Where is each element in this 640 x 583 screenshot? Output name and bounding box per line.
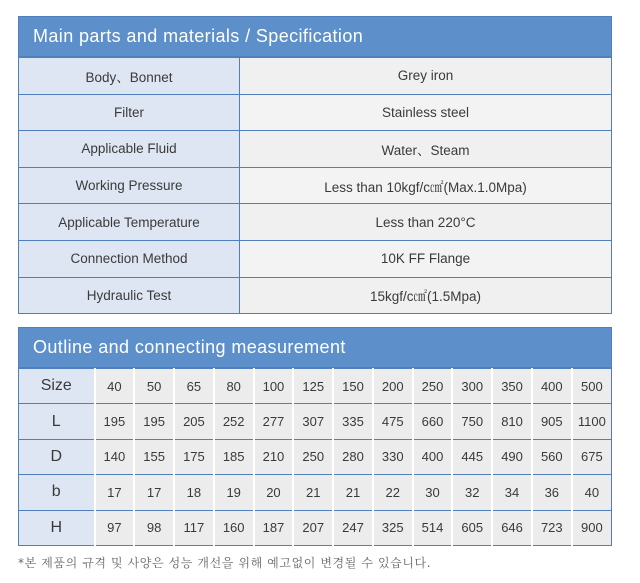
spec-value: 15kgf/c㎠(1.5Mpa) (240, 277, 612, 314)
outline-table (18, 368, 612, 546)
outline-cell: 200 (373, 369, 413, 404)
outline-cell: 65 (174, 369, 214, 404)
outline-cell: 125 (293, 369, 333, 404)
outline-cell: 80 (214, 369, 254, 404)
outline-cell: 50 (134, 369, 174, 404)
outline-cell: 207 (293, 510, 333, 545)
outline-cell: 140 (95, 439, 135, 474)
spec-row (19, 131, 612, 168)
spec-row (19, 58, 612, 95)
outline-cell: 475 (373, 404, 413, 439)
spec-value: Stainless steel (240, 94, 612, 131)
spec-row (19, 94, 612, 131)
outline-cell: 155 (134, 439, 174, 474)
outline-cell: 100 (254, 369, 294, 404)
outline-cell: 490 (492, 439, 532, 474)
outline-cell: 277 (254, 404, 294, 439)
outline-cell: 195 (95, 404, 135, 439)
outline-cell: 660 (413, 404, 453, 439)
outline-cell: 195 (134, 404, 174, 439)
outline-cell: 905 (532, 404, 572, 439)
outline-cell: 605 (452, 510, 492, 545)
outline-cell: 20 (254, 475, 294, 510)
outline-cell: 21 (333, 475, 373, 510)
spec-label: Filter (19, 94, 240, 131)
outline-cell: 335 (333, 404, 373, 439)
outline-cell: 247 (333, 510, 373, 545)
spec-row (19, 167, 612, 204)
outline-cell: 17 (95, 475, 135, 510)
outline-cell: 32 (452, 475, 492, 510)
spec-value: Grey iron (240, 58, 612, 95)
outline-cell: 1100 (572, 404, 612, 439)
outline-cell: 330 (373, 439, 413, 474)
outline-cell: 325 (373, 510, 413, 545)
outline-cell: 900 (572, 510, 612, 545)
outline-cell: 250 (413, 369, 453, 404)
outline-cell: 17 (134, 475, 174, 510)
disclaimer-note: *본 제품의 규격 및 사양은 성능 개선을 위해 예고없이 변경될 수 있습니다. (18, 556, 432, 570)
outline-cell: 500 (572, 369, 612, 404)
outline-panel (18, 327, 612, 546)
spec-value: Less than 10kgf/c㎠(Max.1.0Mpa) (240, 167, 612, 204)
spec-label: Hydraulic Test (19, 277, 240, 314)
outline-cell: 185 (214, 439, 254, 474)
outline-cell: 400 (532, 369, 572, 404)
outline-cell: 40 (572, 475, 612, 510)
outline-row (19, 439, 612, 474)
outline-row-header: D (19, 439, 95, 474)
outline-row-header: H (19, 510, 95, 545)
outline-cell: 400 (413, 439, 453, 474)
outline-cell: 97 (95, 510, 135, 545)
outline-row (19, 510, 612, 545)
spec-value: 10K FF Flange (240, 240, 612, 277)
spec-panel (18, 16, 612, 314)
outline-cell: 187 (254, 510, 294, 545)
outline-cell: 252 (214, 404, 254, 439)
spec-label: Connection Method (19, 240, 240, 277)
outline-row (19, 475, 612, 510)
outline-cell: 34 (492, 475, 532, 510)
outline-cell: 560 (532, 439, 572, 474)
spec-row (19, 204, 612, 241)
spec-label: Working Pressure (19, 167, 240, 204)
spec-value: Less than 220°C (240, 204, 612, 241)
outline-cell: 98 (134, 510, 174, 545)
outline-cell: 30 (413, 475, 453, 510)
outline-cell: 445 (452, 439, 492, 474)
spec-table (18, 57, 612, 314)
spec-label: Applicable Temperature (19, 204, 240, 241)
outline-cell: 210 (254, 439, 294, 474)
outline-cell: 810 (492, 404, 532, 439)
outline-cell: 36 (532, 475, 572, 510)
outline-cell: 160 (214, 510, 254, 545)
outline-cell: 175 (174, 439, 214, 474)
outline-cell: 300 (452, 369, 492, 404)
outline-cell: 22 (373, 475, 413, 510)
spec-value: Water、Steam (240, 131, 612, 168)
outline-row-header: L (19, 404, 95, 439)
outline-cell: 117 (174, 510, 214, 545)
outline-cell: 150 (333, 369, 373, 404)
outline-cell: 21 (293, 475, 333, 510)
outline-row (19, 369, 612, 404)
spec-row (19, 277, 612, 314)
outline-cell: 750 (452, 404, 492, 439)
outline-cell: 675 (572, 439, 612, 474)
outline-row-header: Size (19, 369, 95, 404)
outline-cell: 18 (174, 475, 214, 510)
outline-cell: 723 (532, 510, 572, 545)
outline-row-header: b (19, 475, 95, 510)
outline-cell: 350 (492, 369, 532, 404)
outline-cell: 40 (95, 369, 135, 404)
spec-row (19, 240, 612, 277)
outline-cell: 307 (293, 404, 333, 439)
outline-cell: 280 (333, 439, 373, 474)
outline-title: Outline and connecting measurement (18, 327, 612, 368)
spec-label: Applicable Fluid (19, 131, 240, 168)
spec-label: Body、Bonnet (19, 58, 240, 95)
outline-cell: 514 (413, 510, 453, 545)
outline-cell: 205 (174, 404, 214, 439)
outline-row (19, 404, 612, 439)
outline-cell: 250 (293, 439, 333, 474)
outline-cell: 646 (492, 510, 532, 545)
outline-cell: 19 (214, 475, 254, 510)
spec-title: Main parts and materials / Specification (18, 16, 612, 57)
